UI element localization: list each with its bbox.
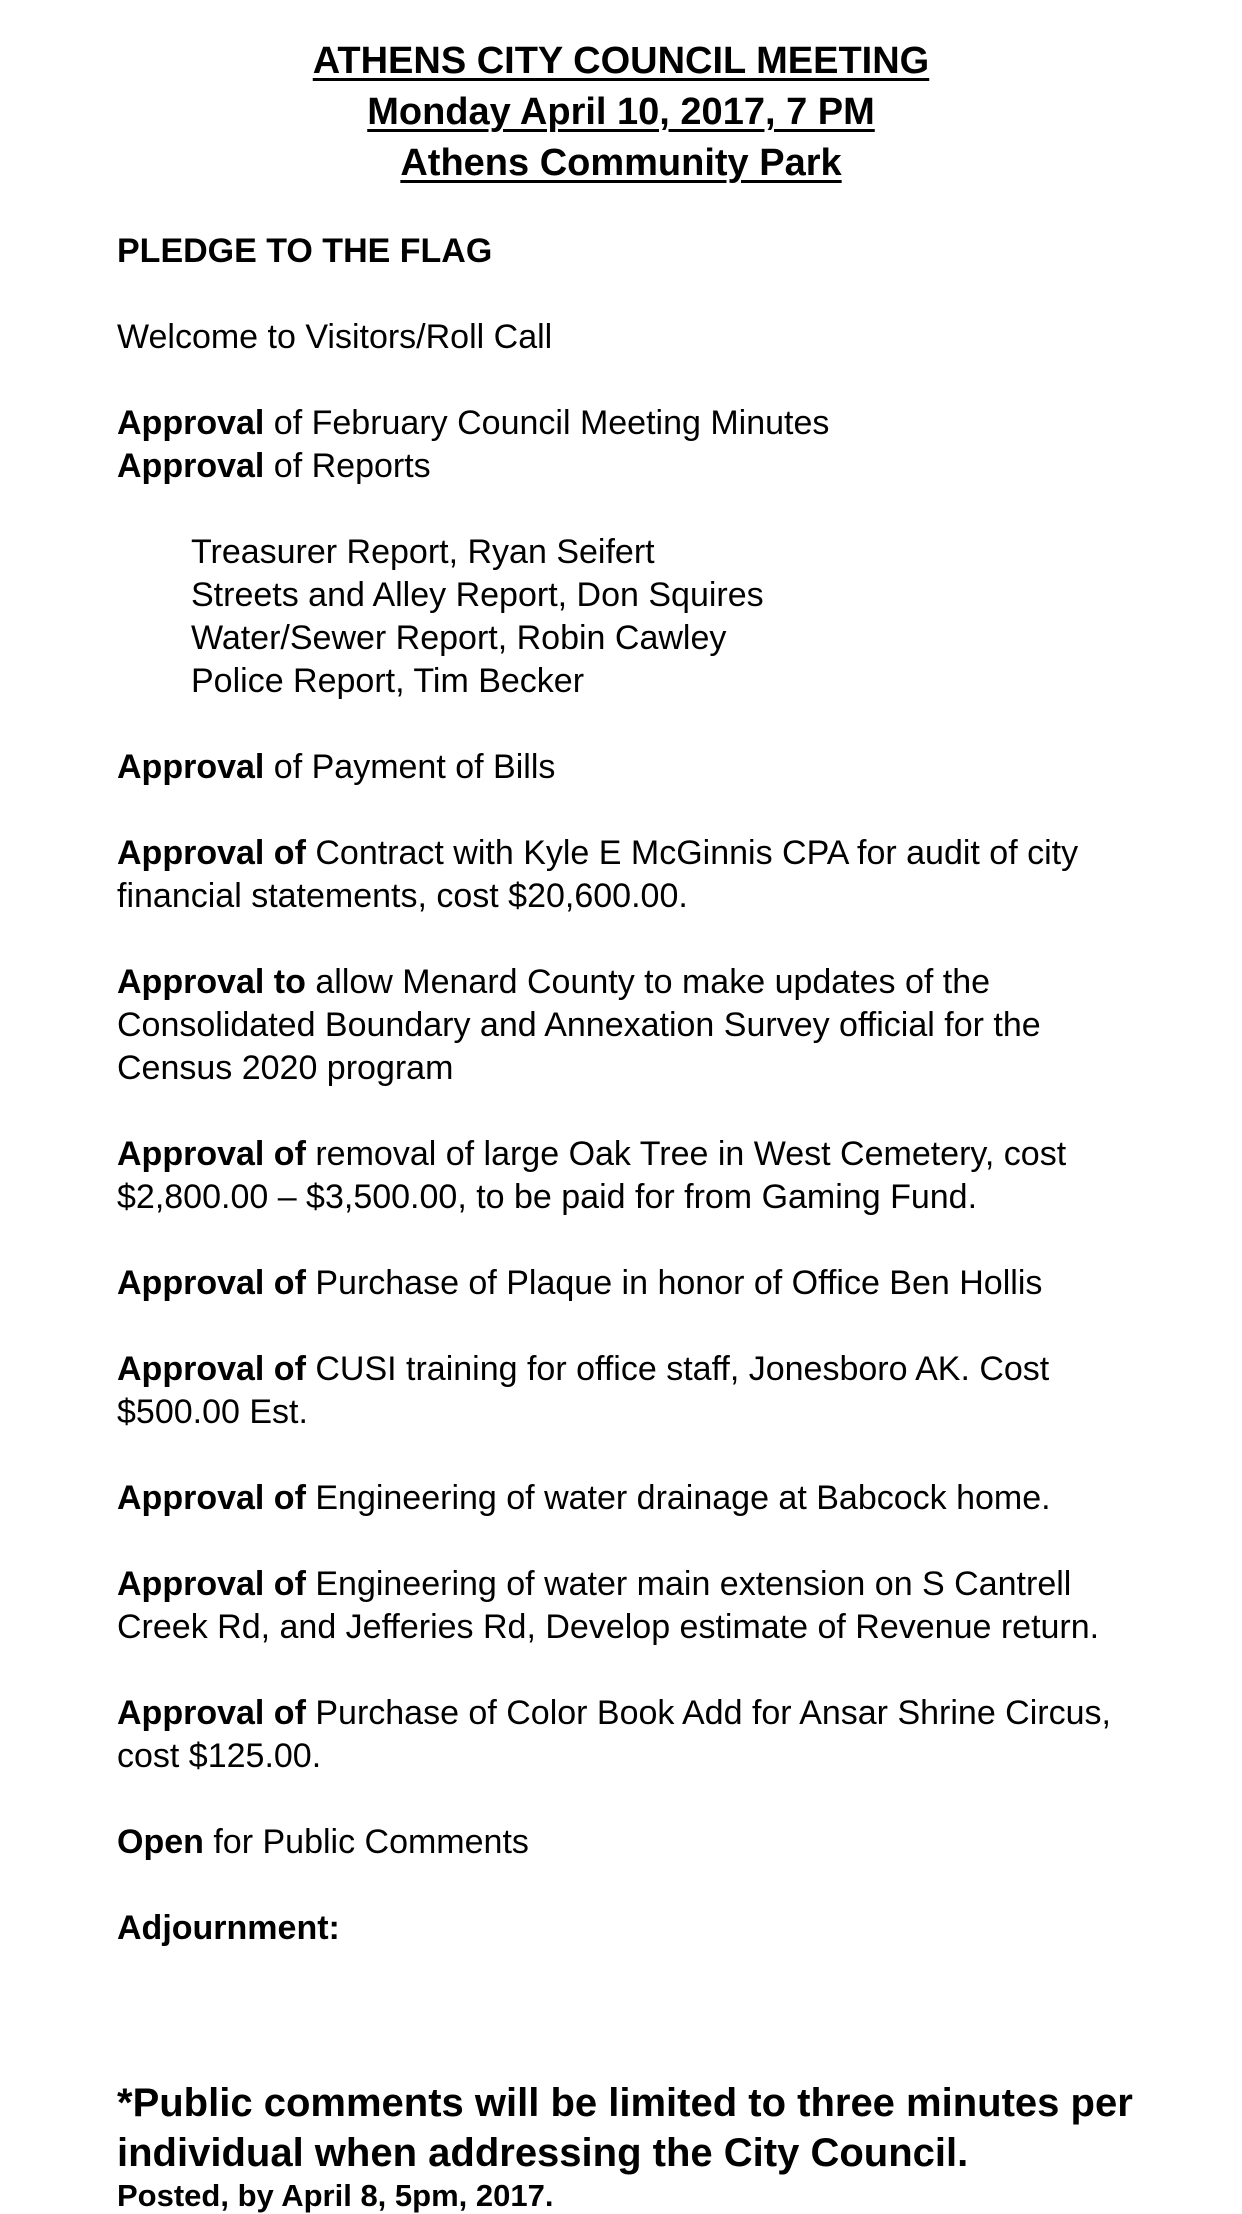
item-text: Engineering of water drainage at Babcock home. <box>305 1479 1051 1517</box>
bills-approval-item <box>117 746 1137 789</box>
report-item: Streets and Alley Report, Don Squires <box>191 576 764 614</box>
public-comments-item <box>117 1821 1137 1864</box>
item-lead: Approval of <box>117 1479 306 1517</box>
item-text: Engineering of water main extension on S Cantrell Creek Rd, and Jefferies Rd, Develop estimate of Revenue return. <box>117 1565 1100 1646</box>
item-text: Contract with Kyle E McGinnis CPA for audit of city financial statements, cost $20,600.00. <box>117 834 1079 915</box>
item-lead: Approval <box>117 447 265 485</box>
item-text: of February Council Meeting Minutes <box>264 404 830 442</box>
adjournment-item: Adjournment: <box>117 1909 340 1947</box>
item-lead: Approval of <box>117 1350 306 1388</box>
item-lead: Approval of <box>117 1135 306 1173</box>
item-lead: Open <box>117 1823 204 1861</box>
item-text: for Public Comments <box>203 1823 529 1861</box>
agenda-item-oak-tree-removal <box>117 1133 1137 1219</box>
item-lead: Approval <box>117 748 265 786</box>
item-lead: Approval of <box>117 1264 306 1302</box>
report-item: Police Report, Tim Becker <box>191 662 585 700</box>
meeting-location: Athens Community Park <box>400 142 842 184</box>
item-text: CUSI training for office staff, Jonesboro AK. Cost $500.00 Est. <box>117 1350 1050 1431</box>
item-lead: Approval <box>117 404 265 442</box>
reports-list <box>191 531 1137 703</box>
agenda-header <box>0 36 1242 189</box>
agenda-item-color-book-ad <box>117 1692 1137 1778</box>
posted-date: Posted, by April 8, 5pm, 2017. <box>117 2178 554 2213</box>
item-text: Purchase of Plaque in honor of Office Ben Hollis <box>305 1264 1043 1302</box>
agenda-item-census-survey <box>117 961 1137 1090</box>
public-comment-notice: *Public comments will be limited to three minutes per individual when addressing the City Council. <box>117 2081 1133 2175</box>
report-item: Water/Sewer Report, Robin Cawley <box>191 619 727 657</box>
report-item: Treasurer Report, Ryan Seifert <box>191 533 655 571</box>
agenda-item-water-main-extension <box>117 1563 1137 1649</box>
agenda-body <box>117 230 1137 1993</box>
agenda-item-plaque <box>117 1262 1137 1305</box>
item-lead: Approval of <box>117 1694 306 1732</box>
item-text: of Reports <box>264 447 431 485</box>
welcome-item: Welcome to Visitors/Roll Call <box>117 318 553 356</box>
item-text: removal of large Oak Tree in West Cemetery, cost $2,800.00 – $3,500.00, to be paid for from Gaming Fund. <box>117 1135 1067 1216</box>
reports-approval-item <box>117 445 1137 488</box>
item-lead: Approval of <box>117 834 306 872</box>
item-text: allow Menard County to make updates of the Consolidated Boundary and Annexation Survey official for the Census 2020 program <box>117 963 1041 1087</box>
agenda-item-cusi-training <box>117 1348 1137 1434</box>
pledge-item: PLEDGE TO THE FLAG <box>117 232 493 270</box>
agenda-item-water-drainage <box>117 1477 1137 1520</box>
item-text: of Payment of Bills <box>264 748 556 786</box>
meeting-title: ATHENS CITY COUNCIL MEETING <box>312 40 930 82</box>
item-lead: Approval to <box>117 963 306 1001</box>
item-text: Purchase of Color Book Add for Ansar Shrine Circus, cost $125.00. <box>117 1694 1111 1775</box>
agenda-item-audit-contract <box>117 832 1137 918</box>
minutes-approval-item <box>117 402 1137 445</box>
meeting-date: Monday April 10, 2017, 7 PM <box>367 91 875 133</box>
item-lead: Approval of <box>117 1565 306 1603</box>
